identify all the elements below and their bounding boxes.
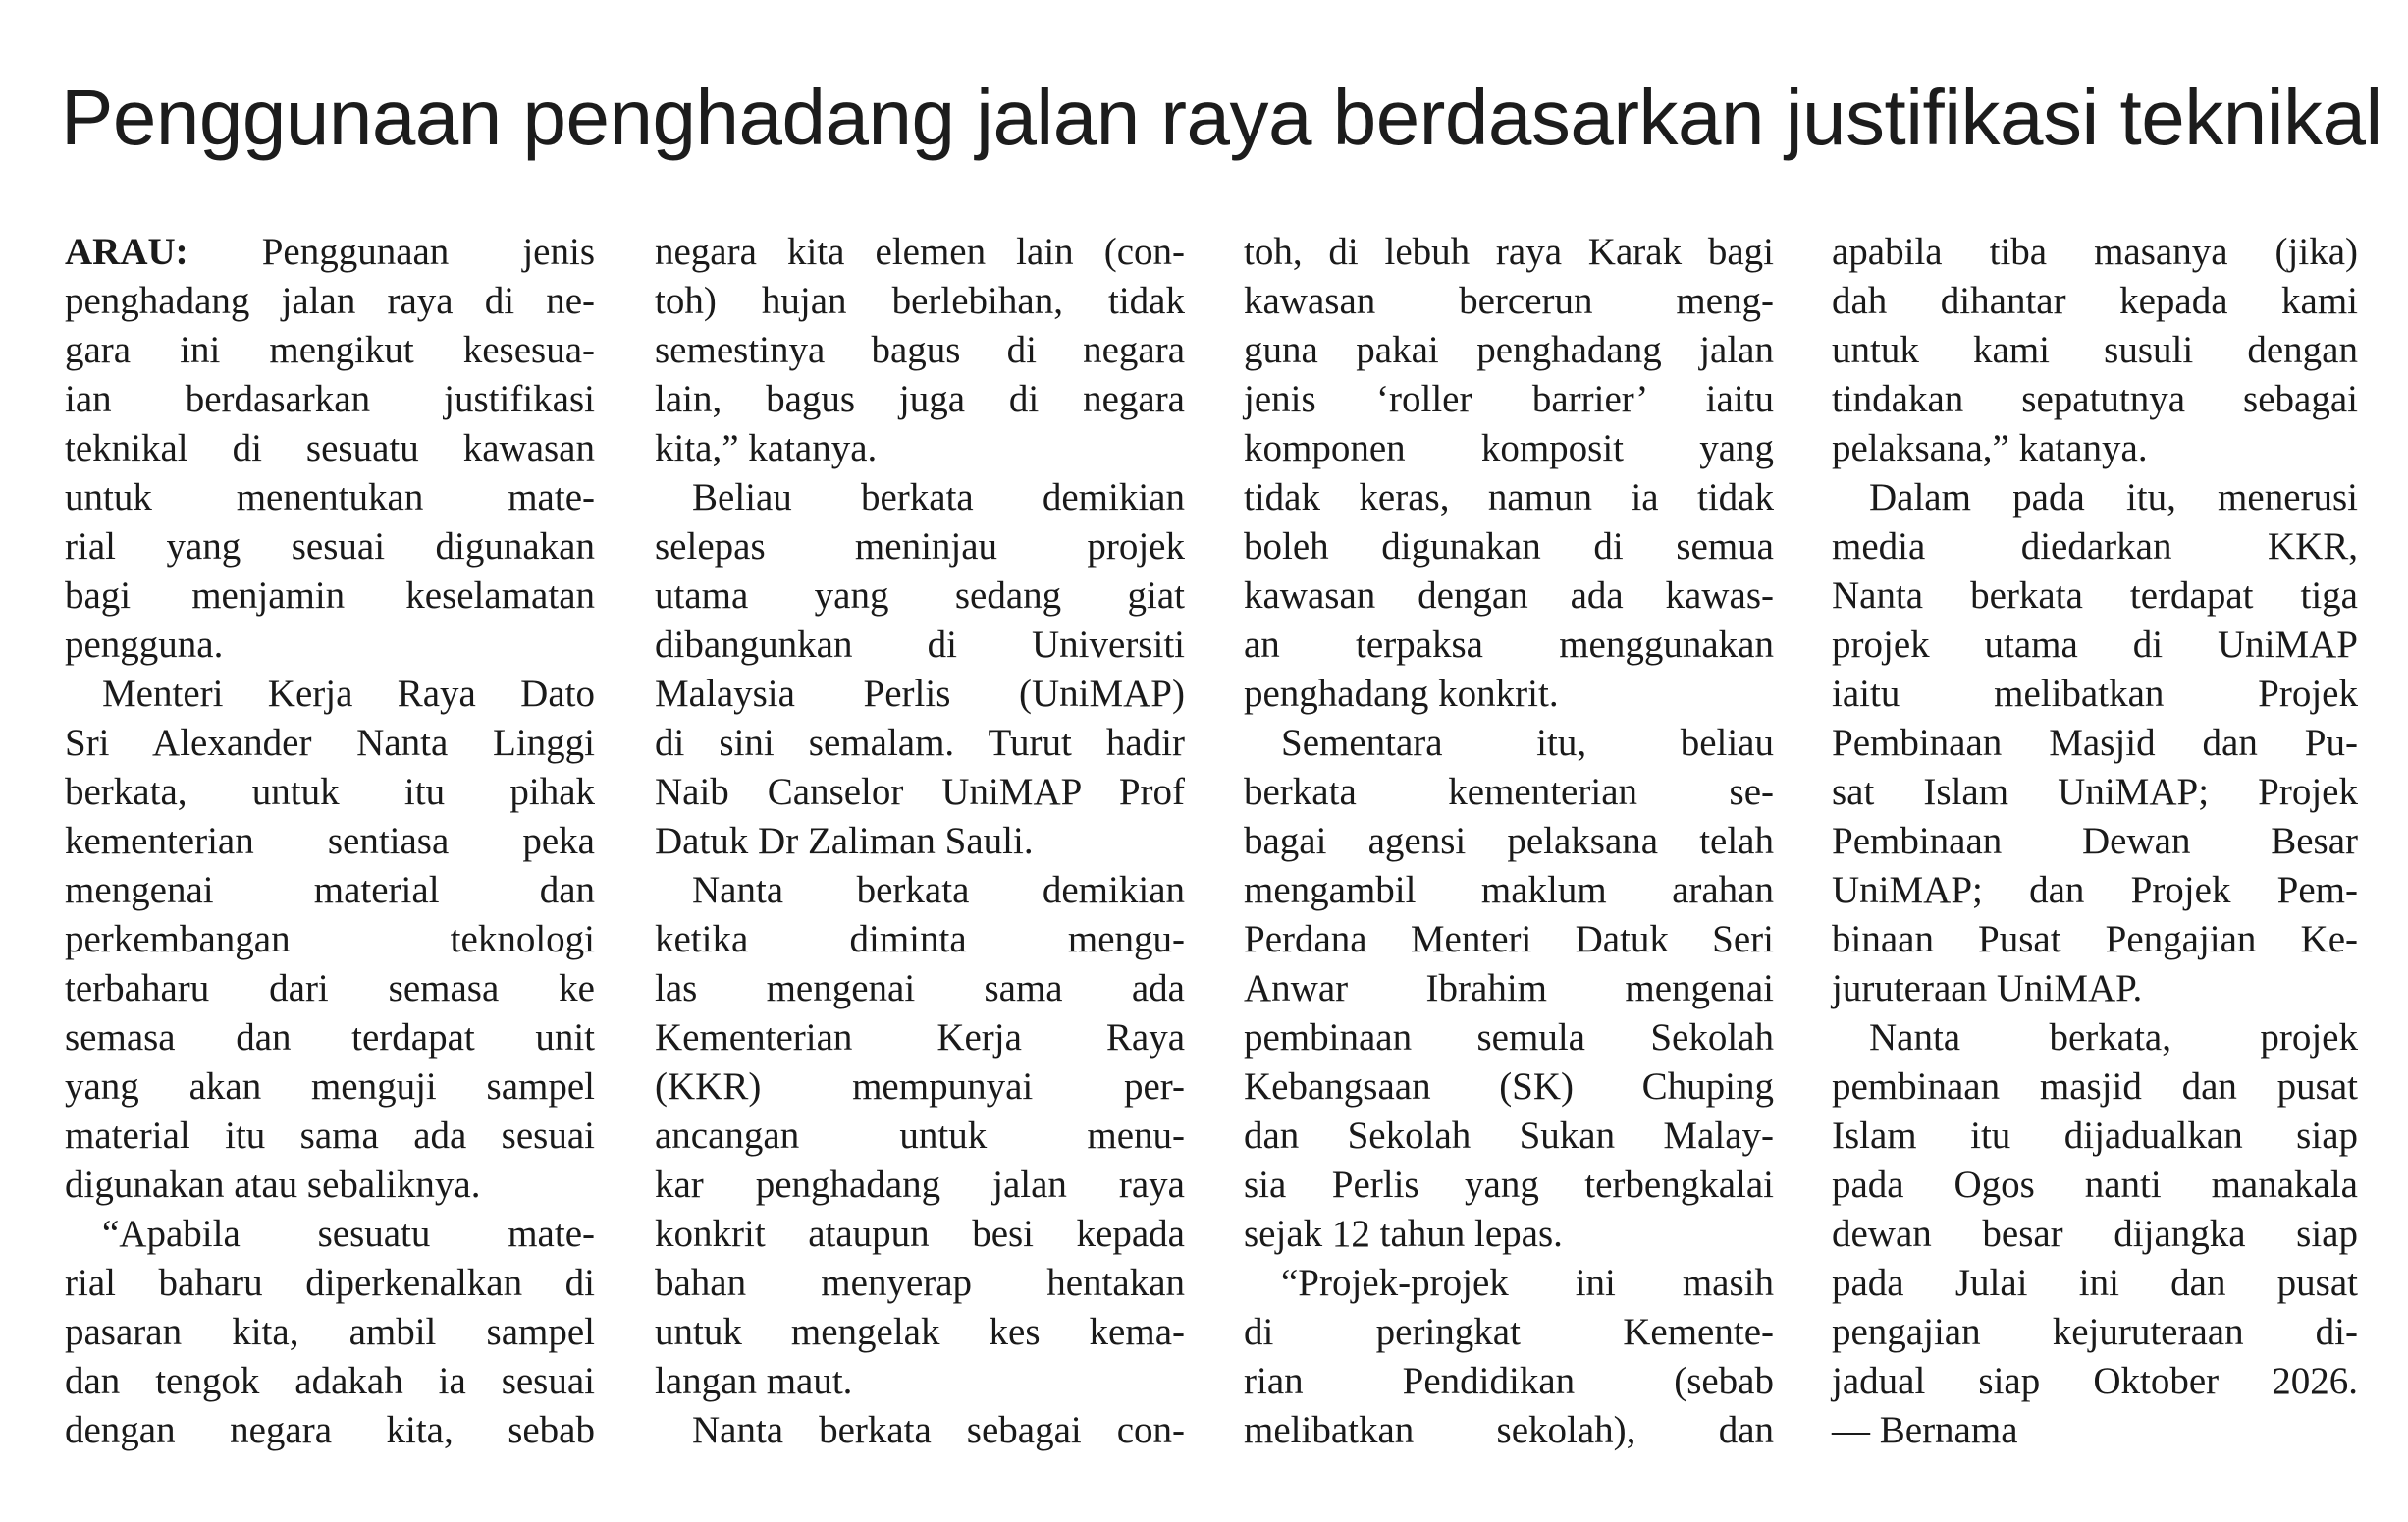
- article-line: ancangan untuk menu-: [655, 1114, 1185, 1157]
- article-line: kar penghadang jalan raya: [655, 1164, 1185, 1206]
- article-line: sat Islam UniMAP; Projek: [1832, 771, 2358, 813]
- article-column-3: [1244, 228, 1774, 1455]
- article-line: melibatkan sekolah), dan: [1244, 1409, 1774, 1451]
- article-line: berkata kementerian se-: [1244, 771, 1774, 813]
- article-line: negara kita elemen lain (con-: [655, 231, 1185, 273]
- article-line: bagi menjamin keselamatan: [65, 574, 595, 617]
- dateline: ARAU:: [65, 231, 188, 273]
- article-line: “Apabila sesuatu mate-: [102, 1213, 595, 1255]
- article-line: ian berdasarkan justifikasi: [65, 378, 595, 420]
- article-line: penghadang konkrit.: [1244, 673, 1559, 715]
- article-line: [65, 228, 595, 277]
- article-line: di sini semalam. Turut hadir: [655, 722, 1185, 764]
- article-line: ketika diminta mengu-: [655, 918, 1185, 960]
- article-line: Anwar Ibrahim mengenai: [1244, 967, 1774, 1009]
- article-line: dewan besar dijangka siap: [1832, 1213, 2358, 1255]
- article-line: binaan Pusat Pengajian Ke-: [1832, 918, 2358, 960]
- article-line: media diedarkan KKR,: [1832, 525, 2358, 568]
- article-line: rial yang sesuai digunakan: [65, 525, 595, 568]
- article-line: sejak 12 tahun lepas.: [1244, 1213, 1563, 1255]
- article-line: Sementara itu, beliau: [1281, 722, 1774, 764]
- article-line: kawasan dengan ada kawas-: [1244, 574, 1774, 617]
- article-line: boleh digunakan di semua: [1244, 525, 1774, 568]
- article-line: dengan negara kita, sebab: [65, 1409, 595, 1451]
- article-line: pasaran kita, ambil sampel: [65, 1311, 595, 1353]
- article-line: Nanta berkata demikian: [692, 869, 1185, 911]
- article-line: Menteri Kerja Raya Dato: [102, 673, 595, 715]
- article-line: las mengenai sama ada: [655, 967, 1185, 1009]
- article-line: Kebangsaan (SK) Chuping: [1244, 1065, 1774, 1108]
- article-line: Pembinaan Dewan Besar: [1832, 820, 2358, 862]
- article-line: — Bernama: [1832, 1409, 2018, 1451]
- article-line: Nanta berkata terdapat tiga: [1832, 574, 2358, 617]
- article-line: kementerian sentiasa peka: [65, 820, 595, 862]
- article-line: konkrit ataupun besi kepada: [655, 1213, 1185, 1255]
- article-line: Malaysia Perlis (UniMAP): [655, 673, 1185, 715]
- article-line: selepas meninjau projek: [655, 525, 1185, 568]
- article-line: pada Julai ini dan pusat: [1832, 1262, 2358, 1304]
- article-line: digunakan atau sebaliknya.: [65, 1164, 481, 1206]
- article-line: tidak keras, namun ia tidak: [1244, 476, 1774, 518]
- article-line: toh, di lebuh raya Karak bagi: [1244, 231, 1774, 273]
- article-line: dah dihantar kepada kami: [1832, 280, 2358, 322]
- article-line-text: Penggunaan jenis: [187, 231, 595, 273]
- article-line: guna pakai penghadang jalan: [1244, 329, 1774, 371]
- article-line: rian Pendidikan (sebab: [1244, 1360, 1774, 1402]
- article-line: pengajian kejuruteraan di-: [1832, 1311, 2358, 1353]
- article-line: toh) hujan berlebihan, tidak: [655, 280, 1185, 322]
- article-line: untuk kami susuli dengan: [1832, 329, 2358, 371]
- article-line: Naib Canselor UniMAP Prof: [655, 771, 1185, 813]
- article-line: gara ini mengikut kesesua-: [65, 329, 595, 371]
- article-line: dan Sekolah Sukan Malay-: [1244, 1114, 1774, 1157]
- article-line: untuk mengelak kes kema-: [655, 1311, 1185, 1353]
- article-line: (KKR) mempunyai per-: [655, 1065, 1185, 1108]
- article-line: Nanta berkata, projek: [1869, 1016, 2358, 1059]
- headline: Penggunaan penghadang jalan raya berdasarkan justifikasi teknikal: [61, 74, 2382, 161]
- article-line: pada Ogos nanti manakala: [1832, 1164, 2358, 1206]
- article-line: Pembinaan Masjid dan Pu-: [1832, 722, 2358, 764]
- article-line: pembinaan masjid dan pusat: [1832, 1065, 2358, 1108]
- article-line: Islam itu dijadualkan siap: [1832, 1114, 2358, 1157]
- article-line: Kementerian Kerja Raya: [655, 1016, 1185, 1059]
- article-line: dibangunkan di Universiti: [655, 624, 1185, 666]
- article-line: “Projek-projek ini masih: [1281, 1262, 1774, 1304]
- article-line: terbaharu dari semasa ke: [65, 967, 595, 1009]
- article-line: Datuk Dr Zaliman Sauli.: [655, 820, 1034, 862]
- article-column-2: [655, 228, 1185, 1455]
- article-line: berkata, untuk itu pihak: [65, 771, 595, 813]
- article-line: iaitu melibatkan Projek: [1832, 673, 2358, 715]
- article-line: semestinya bagus di negara: [655, 329, 1185, 371]
- article-line: mengenai material dan: [65, 869, 595, 911]
- article-line: dan tengok adakah ia sesuai: [65, 1360, 595, 1402]
- article-line: teknikal di sesuatu kawasan: [65, 427, 595, 469]
- article-column-4: [1832, 228, 2358, 1455]
- article-line: yang akan menguji sampel: [65, 1065, 595, 1108]
- article-line: pembinaan semula Sekolah: [1244, 1016, 1774, 1059]
- article-line: sia Perlis yang terbengkalai: [1244, 1164, 1774, 1206]
- article-line: di peringkat Kemente-: [1244, 1311, 1774, 1353]
- article-column-1: [65, 228, 595, 1455]
- article-line: utama yang sedang giat: [655, 574, 1185, 617]
- article-line: juruteraan UniMAP.: [1832, 967, 2143, 1009]
- article-line: bagai agensi pelaksana telah: [1244, 820, 1774, 862]
- article-line: bahan menyerap hentakan: [655, 1262, 1185, 1304]
- article-line: komponen komposit yang: [1244, 427, 1774, 469]
- article-line: kawasan bercerun meng-: [1244, 280, 1774, 322]
- article-line: Beliau berkata demikian: [692, 476, 1185, 518]
- article-line: langan maut.: [655, 1360, 853, 1402]
- article-line: mengambil maklum arahan: [1244, 869, 1774, 911]
- article-line: jadual siap Oktober 2026.: [1832, 1360, 2358, 1402]
- article-line: Sri Alexander Nanta Linggi: [65, 722, 595, 764]
- article-line: rial baharu diperkenalkan di: [65, 1262, 595, 1304]
- article-line: tindakan sepatutnya sebagai: [1832, 378, 2358, 420]
- article-line: lain, bagus juga di negara: [655, 378, 1185, 420]
- article-line: penghadang jalan raya di ne-: [65, 280, 595, 322]
- article-line: Perdana Menteri Datuk Seri: [1244, 918, 1774, 960]
- article-line: kita,” katanya.: [655, 427, 878, 469]
- article-line: material itu sama ada sesuai: [65, 1114, 595, 1157]
- article-line: apabila tiba masanya (jika): [1832, 231, 2358, 273]
- article-line: perkembangan teknologi: [65, 918, 595, 960]
- article-line: untuk menentukan mate-: [65, 476, 595, 518]
- article-line: Dalam pada itu, menerusi: [1869, 476, 2358, 518]
- article-line: pelaksana,” katanya.: [1832, 427, 2148, 469]
- article-line: an terpaksa menggunakan: [1244, 624, 1774, 666]
- article-line: pengguna.: [65, 624, 224, 666]
- article-line: semasa dan terdapat unit: [65, 1016, 595, 1059]
- article-line: jenis ‘roller barrier’ iaitu: [1244, 378, 1774, 420]
- article-line: Nanta berkata sebagai con-: [692, 1409, 1185, 1451]
- article-line: UniMAP; dan Projek Pem-: [1832, 869, 2358, 911]
- article-line: projek utama di UniMAP: [1832, 624, 2358, 666]
